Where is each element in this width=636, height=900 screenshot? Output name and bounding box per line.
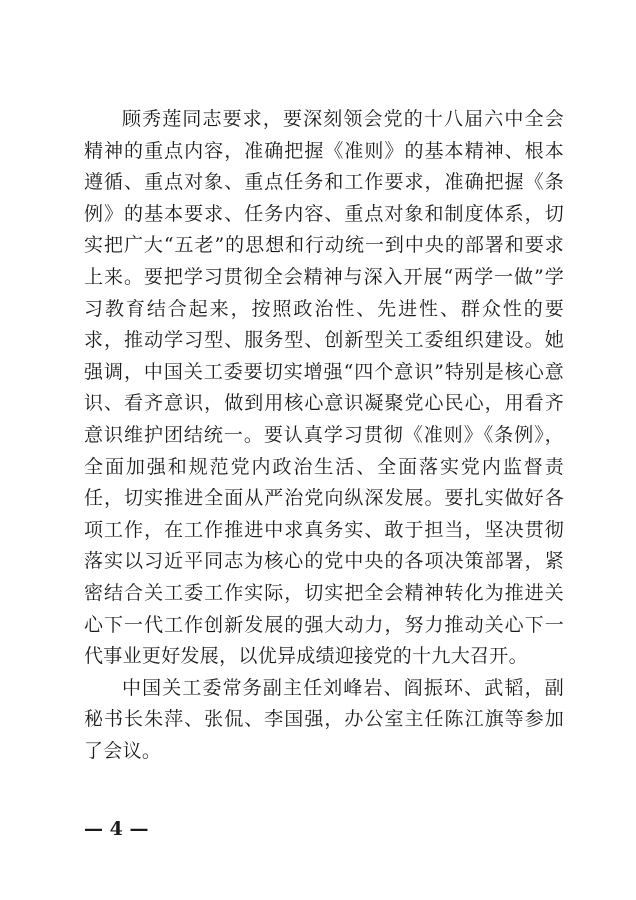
paragraph-requirements: 顾秀莲同志要求，要深刻领会党的十八届六中全会精神的重点内容，准确把握《准则》的基本精神、根本遵循、重点对象、重点任务和工作要求，准确把握《条例》的基本要求、任务内容、重点对象和制度体系，切实把广大“五老”的思想和行动统一到中央的部署和要求上来。要把学习贯彻全会精神与深入开展“两学一做”学习教育结合起来，按照政治性、先进性、群众性的要求，推动学习型、服务型、创新型关工委组织建设。她强调，中国关工委要切实增强“四个意识”特别是核心意识、看齐意识，做到用核心意识凝聚党心民心，用看齐意识维护团结统一。要认真学习贯彻《准则》《条例》，全面加强和规范党内政治生活、全面落实党内监督责任，切实推进全面从严治党向纵深发展。要扎实做好各项工作，在工作推进中求真务实、敢于担当，坚决贯彻落实以习近平同志为核心的党中央的各项决策部署，紧密结合关工委工作实际，切实把全会精神转化为推进关心下一代工作创新发展的强大动力，努力推动关心下一代事业更好发展，以优异成绩迎接党的十九大召开。 bbox=[84, 108, 564, 668]
document-body bbox=[84, 104, 564, 767]
paragraph-attendees: 中国关工委常务副主任刘峰岩、阎振环、武韬，副秘书长朱萍、张侃、李国强，办公室主任陈江旗等参加了会议。 bbox=[84, 676, 564, 762]
page-number: — 4 — bbox=[84, 818, 149, 840]
